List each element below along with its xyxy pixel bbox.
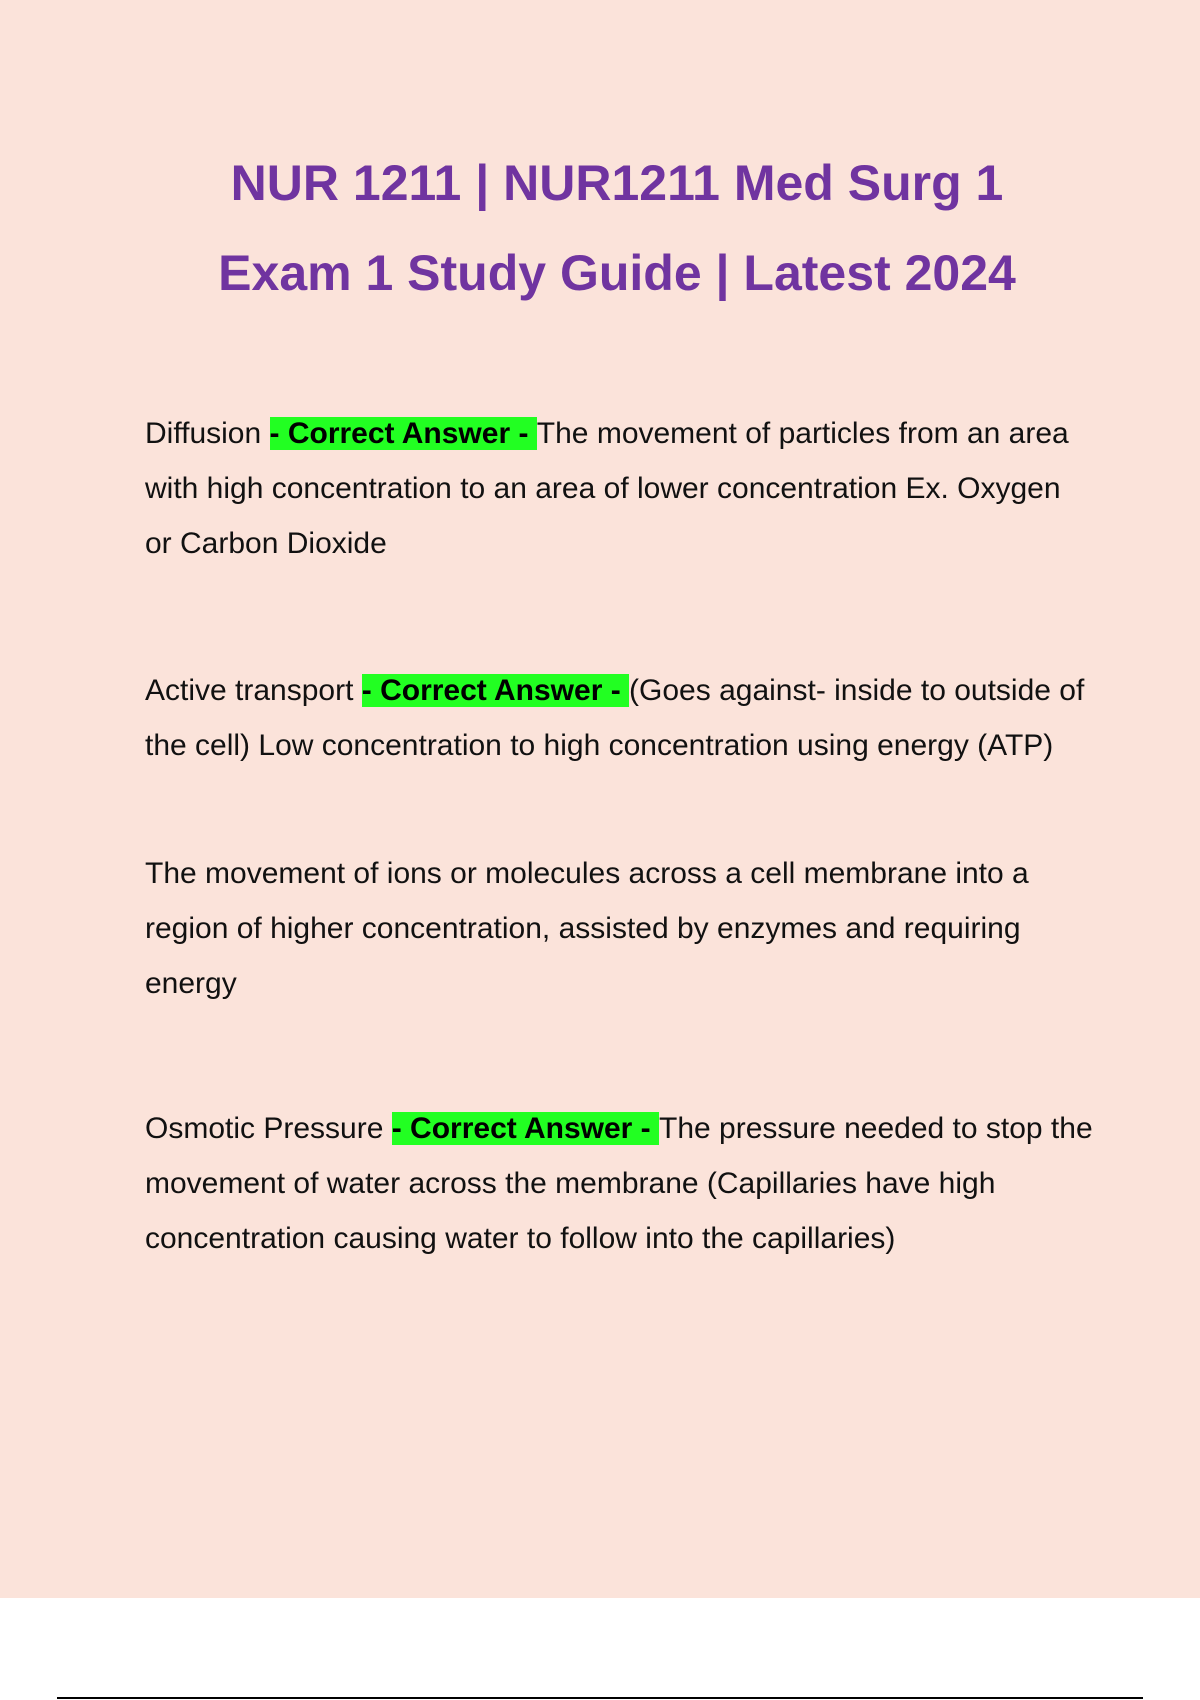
title-line-2: Exam 1 Study Guide | Latest 2024 (218, 245, 1016, 301)
entry-paragraph (145, 663, 1095, 773)
entry-active-transport (145, 663, 1095, 773)
entry-term: Diffusion (145, 417, 270, 450)
entry-paragraph (145, 406, 1095, 571)
document-title (0, 138, 1200, 318)
entry-term: Osmotic Pressure (145, 1112, 392, 1145)
entry-definition: (Goes against- inside to outside of the cell) Low concentration to high concentration using energy (ATP) (145, 674, 1085, 762)
entry-term: Active transport (145, 674, 362, 707)
correct-answer-highlight: - Correct Answer - (361, 674, 630, 707)
entry-definition: The pressure needed to stop the movement of water across the membrane (Capillaries have high concentration causing water to follow into the capillaries) (145, 1112, 1093, 1255)
entry-active-transport-extra (145, 846, 1095, 1011)
correct-answer-highlight: - Correct Answer - (269, 417, 537, 450)
title-line-1: NUR 1211 | NUR1211 Med Surg 1 (230, 155, 1004, 211)
footer-rule (57, 1697, 1143, 1699)
entry-paragraph (145, 1101, 1095, 1266)
entry-definition: The movement of particles from an area with high concentration to an area of lower concentration Ex. Oxygen or Carbon Dioxide (145, 417, 1069, 560)
entry-osmotic-pressure (145, 1101, 1095, 1266)
entry-paragraph: The movement of ions or molecules across a cell membrane into a region of higher concentration, assisted by enzymes and requiring energy (145, 857, 1029, 1000)
entry-diffusion (145, 406, 1095, 571)
correct-answer-highlight: - Correct Answer - (391, 1112, 660, 1145)
